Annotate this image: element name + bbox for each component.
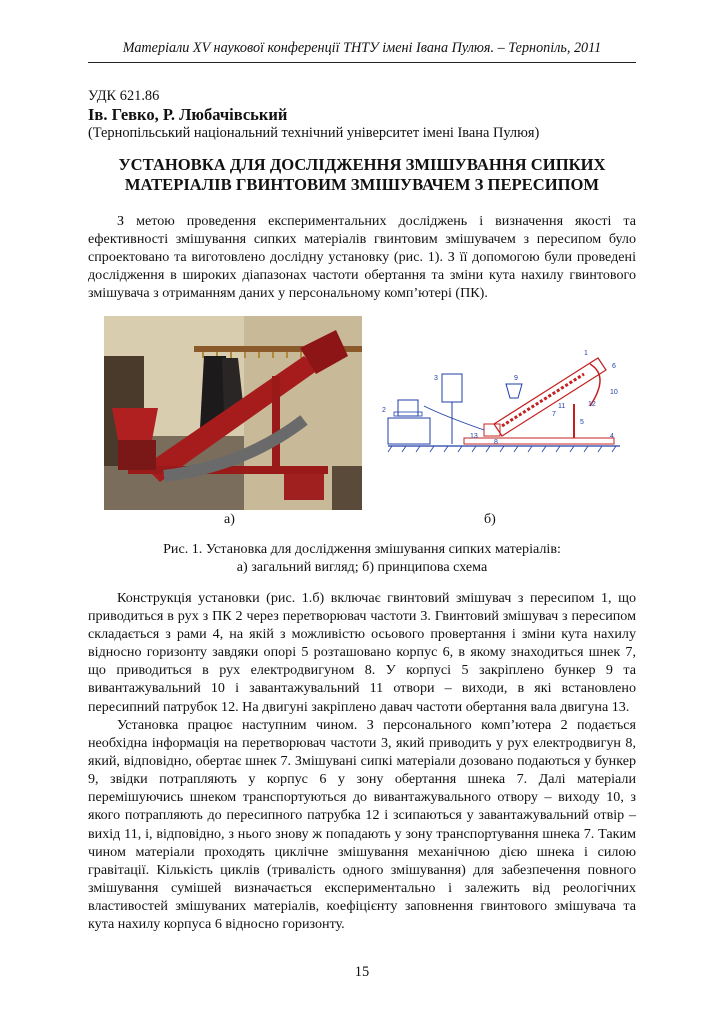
page-number: 15	[354, 964, 370, 980]
header-rule	[88, 62, 636, 63]
mixer-scheme-diagram	[384, 346, 624, 464]
figure-label-b: б)	[484, 512, 496, 527]
authors: Ів. Гевко, Р. Любачівський	[88, 105, 288, 124]
scheme-label-1: 1	[584, 350, 588, 357]
body-text-2: Установка працює наступним чином. З персонального комп’ютера 2 подається необхідна інформація на перетворювач частоти 3, який приводить у рух електродвигун 8, який, відповідно, обертає шнек 7. Змішувані сипкі матеріали дозовано подаються у бункер 9, звідки потрапляють у корпус 6 у зону обертання шнека 7. Далі матеріали перемішуючись шнеком транспортуються до вивантажувального отвору – виходу 10, з якого потрапляють до пересипного патрубка 12 і зсипаються у завантажувальний отвір – вихід 11, і, відповідно, з нього знову ж попадають у зону транспортування шнека 7. Таким чином матеріали проходять циклічне змішування механічною дією шнека і силою гравітації. Кількість циклів (тривалість одного змішування) для забезпечення повного змішування сумішей визначається експериментально і залежить від реологічних властивостей змішуваних матеріалів, коефіцієнту заповнення гвинтового змішувача та кута нахилу корпуса 6 відносно горизонту.	[88, 717, 636, 933]
udk-code: УДК 621.86	[88, 88, 160, 104]
figure-label-a: а)	[224, 512, 235, 527]
body-paragraph-1	[88, 589, 636, 716]
scheme-label-10: 10	[610, 389, 618, 396]
paper-title	[88, 155, 636, 195]
scheme-label-13: 13	[470, 433, 478, 440]
figure-caption	[88, 541, 636, 576]
scheme-label-3: 3	[434, 375, 438, 382]
title-line-2: МАТЕРІАЛІВ ГВИНТОВИМ ЗМІШУВАЧЕМ З ПЕРЕСИПОМ	[124, 175, 600, 194]
scheme-label-5: 5	[580, 419, 584, 426]
body-text-1: Конструкція установки (рис. 1.б) включає гвинтовий змішувач з пересипом 1, що приводиться в рух з ПК 2 через перетворювач частоти 3. Гвинтовий змішувач з пересипом складається з рами 4, на якій з можливістю осьового провертання і зміни кута нахилу відносно горизонту завдяки опорі 5 розташовано корпус 6, в якому знаходиться шнек 7, що приводиться в рух електродвигуном 8. У корпусі 5 закріплено бункер 9 та вивантажувальний 10 і завантажувальний 11 отвори – виходи, в які встановлено пересипний патрубок 12. На двигуні закріплено давач частоти обертання вала двигуна 13.	[88, 590, 636, 715]
figure-photo	[104, 316, 362, 510]
figure-caption-line-1: Рис. 1. Установка для дослідження змішування сипких матеріалів:	[163, 541, 561, 557]
mixer-photo-image	[104, 316, 362, 510]
scheme-label-9: 9	[514, 375, 518, 382]
affiliation: (Тернопільський національний технічний університет імені Івана Пулюя)	[88, 125, 540, 141]
scheme-label-11: 11	[558, 403, 566, 410]
scheme-label-2: 2	[382, 407, 386, 414]
body-paragraph-2	[88, 716, 636, 933]
figure-scheme	[384, 346, 624, 464]
scheme-label-8: 8	[494, 439, 498, 446]
title-line-1: УСТАНОВКА ДЛЯ ДОСЛІДЖЕННЯ ЗМІШУВАННЯ СИПКИХ	[118, 155, 606, 174]
intro-text: З метою проведення експериментальних досліджень і визначення якості та ефективності змішування сипких матеріалів гвинтовим змішувачем з пересипом було спроектовано та виготовлено дослідну установку (рис. 1). З її допомогою були проведені дослідження в широких діапазонах частоти обертання та зміни кута нахилу гвинтового змішувача з отриманням даних у персональному комп’ютері (ПК).	[88, 213, 636, 302]
intro-paragraph	[88, 212, 636, 302]
figure-caption-line-2: а) загальний вигляд; б) принципова схема	[236, 558, 488, 575]
running-header: Матеріали XV наукової конференції ТНТУ імені Івана Пулюя. – Тернопіль, 2011	[122, 40, 602, 56]
scheme-label-12: 12	[588, 401, 596, 408]
scheme-label-4: 4	[610, 433, 614, 440]
scheme-label-6: 6	[612, 363, 616, 370]
scheme-label-7: 7	[552, 411, 556, 418]
